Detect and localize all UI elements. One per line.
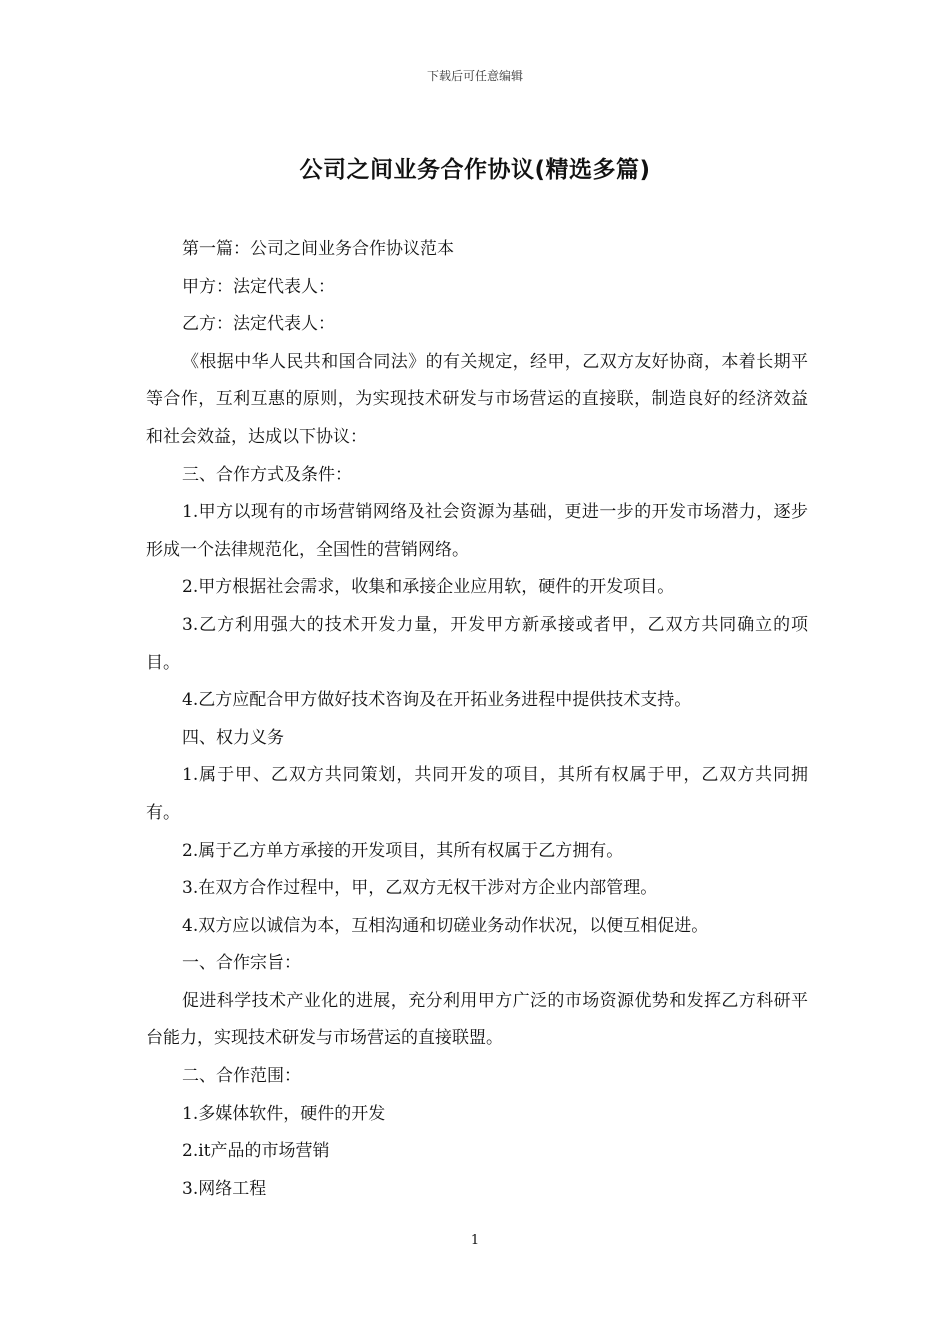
page-header-note: 下载后可任意编辑 (426, 69, 523, 83)
document-title: 公司之间业务合作协议(精选多篇) (299, 157, 651, 183)
paragraph: 促进科学技术产业化的进展，充分利用甲方广泛的市场资源优势和发挥乙方科研平台能力，实现技术研发与市场营运的直接联盟。 (146, 990, 808, 1049)
paragraph: 2.属于乙方单方承接的开发项目，其所有权属于乙方拥有。 (182, 840, 624, 861)
paragraph: 二、合作范围： (182, 1066, 301, 1087)
paragraph: 2.甲方根据社会需求，收集和承接企业应用软，硬件的开发项目。 (182, 577, 675, 598)
document-body (146, 231, 808, 1208)
page-number: 1 (470, 1233, 480, 1248)
paragraph: 1.甲方以现有的市场营销网络及社会资源为基础，更进一步的开发市场潜力，逐步形成一个法律规范化，全国性的营销网络。 (146, 502, 808, 560)
paragraph: 四、权力义务 (182, 727, 284, 748)
paragraph: 乙方：法定代表人： (182, 314, 335, 335)
paragraph: 第一篇：公司之间业务合作协议范本 (182, 239, 454, 259)
paragraph: 一、合作宗旨： (182, 953, 301, 974)
paragraph: 3.乙方利用强大的技术开发力量，开发甲方新承接或者甲，乙双方共同确立的项目。 (146, 614, 808, 673)
paragraph: 三、合作方式及条件： (182, 464, 352, 485)
paragraph: 2.it产品的市场营销 (182, 1141, 330, 1162)
paragraph: 甲方：法定代表人： (182, 276, 335, 297)
paragraph: 4.双方应以诚信为本，互相沟通和切磋业务动作状况，以便互相促进。 (182, 915, 709, 936)
paragraph: 3.在双方合作过程中，甲，乙双方无权干涉对方企业内部管理。 (182, 878, 658, 899)
paragraph: 《根据中华人民共和国合同法》的有关规定，经甲，乙双方友好协商，本着长期平等合作，互利互惠的原则，为实现技术研发与市场营运的直接联，制造良好的经济效益和社会效益，达成以下协议： (146, 351, 808, 447)
paragraph: 1.多媒体软件，硬件的开发 (182, 1103, 386, 1124)
paragraph: 3.网络工程 (182, 1178, 267, 1199)
paragraph: 1.属于甲、乙双方共同策划，共同开发的项目，其所有权属于甲，乙双方共同拥有。 (146, 765, 808, 823)
paragraph: 4.乙方应配合甲方做好技术咨询及在开拓业务进程中提供技术支持。 (182, 690, 692, 711)
